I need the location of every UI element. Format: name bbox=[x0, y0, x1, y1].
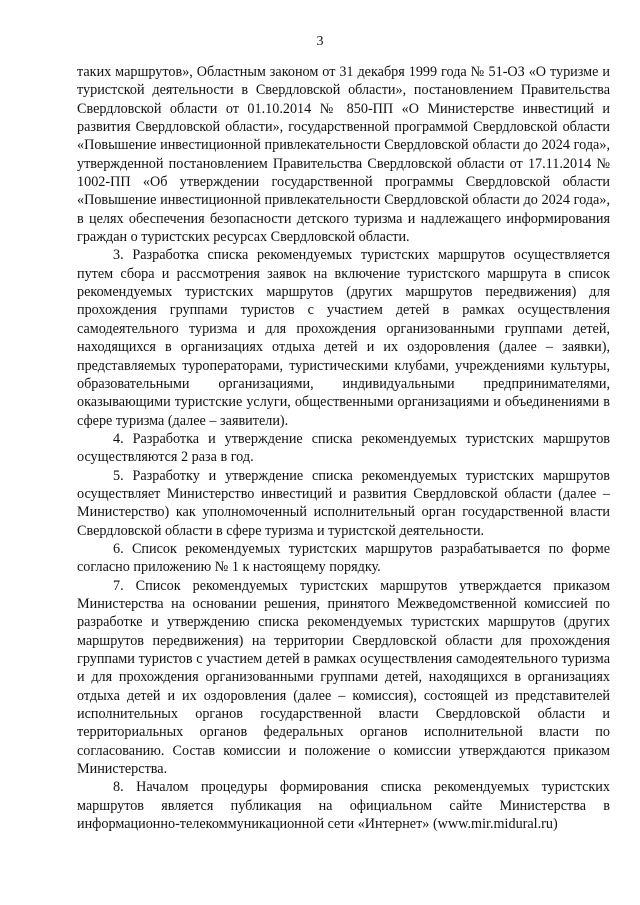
paragraph-item-5: 5. Разработку и утверждение списка рекомендуемых туристских маршрутов осуществляет Министерство инвестиций и развития Свердловской области (далее – Министерство) как уполномоченный исполнительный орган государственной власти Свердловской области в сфере туризма и туристской деятельности. bbox=[77, 467, 610, 539]
paragraph-continuation: таких маршрутов», Областным законом от 31 декабря 1999 года № 51-ОЗ «О туризме и туристской деятельности в Свердловской области», постановлением Правительства Свердловской области от 01.10.2014 № 850-ПП «О Министерстве инвестиций и развития Свердловской области», государственной программой Свердловской области «Повышение инвестиционной привлекательности Свердловской области до 2024 года», утвержденной постановлением Правительства Свердловской области от 17.11.2014 № 1002-ПП «Об утверждении государственной программы Свердловской области «Повышение инвестиционной привлекательности Свердловской области до 2024 года», в целях обеспечения безопасности детского туризма и надлежащего информирования граждан о туристских ресурсах Свердловской области. bbox=[77, 64, 610, 246]
document-body bbox=[77, 63, 610, 833]
paragraph-item-4: 4. Разработка и утверждение списка рекомендуемых туристских маршрутов осуществляются 2 раза в год. bbox=[77, 430, 610, 466]
page-number: 3 bbox=[316, 34, 324, 49]
paragraph-item-7: 7. Список рекомендуемых туристских маршрутов утверждается приказом Министерства на основании решения, принятого Межведомственной комиссией по разработке и утверждению списка рекомендуемых туристских маршрутов (других маршрутов передвижения) на территории Свердловской области для прохождения группами туристов с участием детей в рамках осуществления самодеятельного туризма и для прохождения организованными группами детей, находящихся в организациях отдыха детей и их оздоровления (далее – комиссия), состоящей из представителей исполнительных органов государственной власти Свердловской области и территориальных органов федеральных органов исполнительной власти по согласованию. Состав комиссии и положение о комиссии утверждаются приказом Министерства. bbox=[77, 577, 610, 778]
paragraph-item-3: 3. Разработка списка рекомендуемых туристских маршрутов осуществляется путем сбора и рассмотрения заявок на включение туристского маршрута в список рекомендуемых туристских маршрутов (других маршрутов передвижения) для прохождения группами туристов с участием детей в рамках осуществления самодеятельного туризма и для прохождения организованными группами детей, находящихся в организациях отдыха детей и их оздоровления (далее – заявки), представляемых туроператорами, туристическими клубами, учреждениями культуры, образовательными организациями, индивидуальными предпринимателями, оказывающими туристские услуги, общественными организациями и объединениями в сфере туризма (далее – заявители). bbox=[77, 247, 610, 429]
paragraph-item-6: 6. Список рекомендуемых туристских маршрутов разрабатывается по форме согласно приложению № 1 к настоящему порядку. bbox=[77, 540, 610, 576]
paragraph-item-8: 8. Началом процедуры формирования списка рекомендуемых туристских маршрутов является публикация на официальном сайте Министерства в информационно-телекоммуникационной сети «Интернет» (www.mir.midural.ru) bbox=[77, 779, 610, 833]
